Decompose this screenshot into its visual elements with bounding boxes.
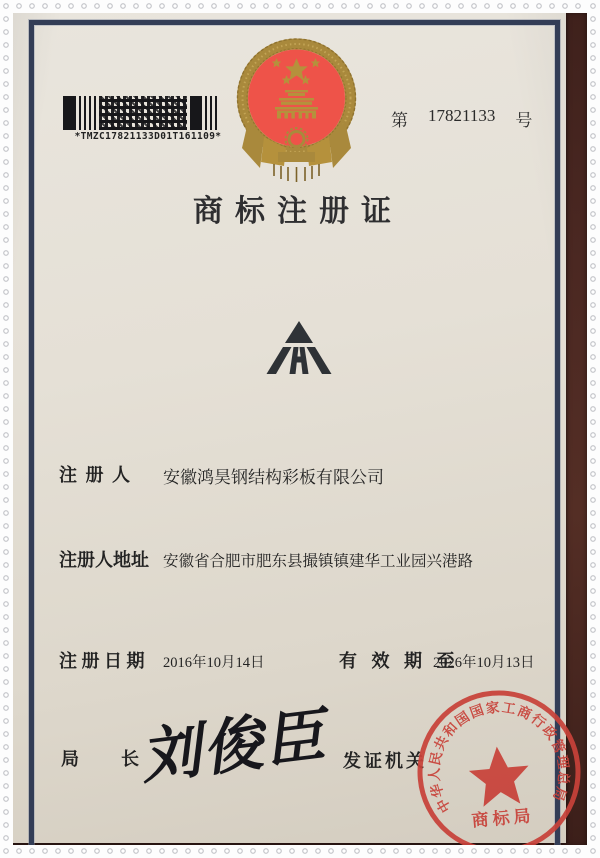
- director-label-right: 长: [121, 749, 139, 769]
- trademark-office-seal: [411, 684, 587, 846]
- china-national-emblem-icon: [234, 36, 359, 188]
- registrant-label: 注 册 人: [59, 465, 132, 485]
- certificate-number: 17821133: [428, 106, 496, 125]
- frame-lace-left: [0, 0, 13, 858]
- valid-until-value: 2026年10月13日: [433, 655, 535, 671]
- seal-ring-text: 中华人民共和国国家工商行政管理总局: [426, 699, 572, 816]
- number-prefix: 第: [391, 111, 408, 130]
- seal-bottom-text: 商标局: [470, 806, 536, 831]
- registrant-address-value: 安徽省合肥市肥东县撮镇镇建华工业园兴港路: [163, 553, 474, 570]
- valid-until-label: 有 效 期 至: [339, 651, 460, 671]
- barcode-block: [63, 96, 76, 130]
- barcode-bars: [79, 96, 96, 130]
- certificate-paper: [13, 12, 572, 843]
- director-label-left: 局: [61, 749, 79, 769]
- frame-lace-bottom: [0, 845, 600, 858]
- certificate-photo: [13, 12, 587, 846]
- barcode-text: *TMZC17821133D01T161109*: [74, 131, 222, 142]
- director-signature: 刘俊臣: [141, 701, 335, 792]
- registrant-value: 安徽鸿昊钢结构彩板有限公司: [163, 468, 384, 487]
- barcode-bars: [205, 96, 220, 130]
- registration-date-value: 2016年10月14日: [163, 655, 265, 671]
- trademark-logo-icon: [262, 320, 336, 376]
- registrant-address-label: 注册人地址: [59, 550, 149, 570]
- certificate-title: 商标注册证: [193, 195, 403, 228]
- barcode-icon: [63, 96, 231, 130]
- barcode-block: [190, 96, 202, 130]
- frame-lace-right: [587, 0, 600, 858]
- registration-date-label: 注 册 日 期: [59, 651, 145, 671]
- barcode-matrix: [99, 96, 187, 130]
- number-suffix: 号: [515, 111, 533, 130]
- certificate-number-row: [391, 106, 532, 131]
- issuer-label: 发证机关: [343, 751, 427, 771]
- frame-lace-top: [0, 0, 600, 13]
